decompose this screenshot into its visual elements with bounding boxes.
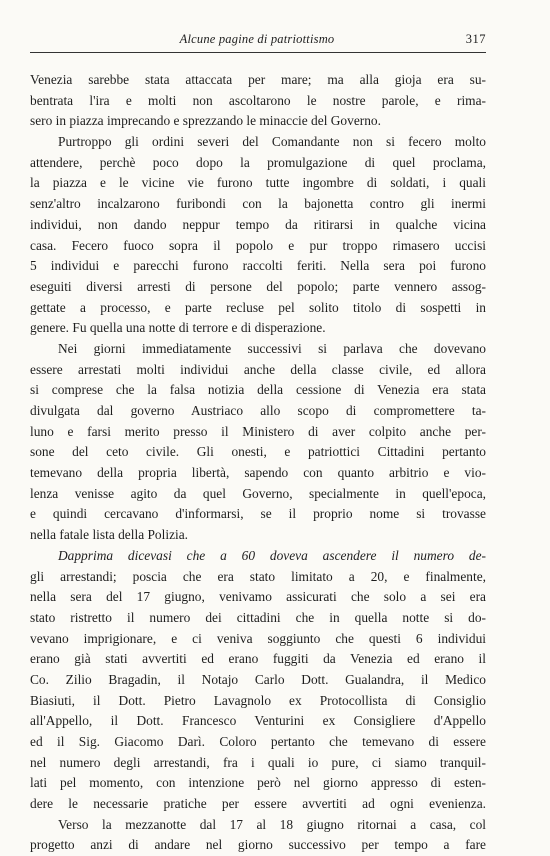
text-line: nel numero degli arrestandi, fra i quali io pure, ci siamo tranquil- [30, 754, 486, 770]
text-line: nella fatale lista della Polizia. [30, 527, 189, 543]
text-line: Co. Zilio Bragadin, il Notajo Carlo Dott. Gualandra, il Medico [30, 671, 486, 687]
text-line: Verso la mezzanotte dal 17 al 18 giugno ritornai a casa, col [58, 816, 486, 832]
text-line: sero in piazza imprecando e sprezzando le minaccie del Governo. [30, 113, 381, 129]
text-line: vevano imprigionare, e ci veniva soggiunto che questi 6 individui [30, 630, 486, 646]
text-line: lati pel momento, con intenzione però nel giorno appresso di esten- [30, 775, 486, 791]
text-line: la piazza e le vicine vie furono tutte ingombre di soldati, i quali [30, 175, 486, 191]
page-number: 317 [465, 32, 486, 46]
text-line: erano già stati avvertiti ed erano fuggiti da Venezia ed erano il [30, 651, 486, 667]
text-line: stato ristretto il numero dei cittadini che in quella notte si do- [30, 609, 486, 625]
text-line: luno e farsi merito presso il Ministero di aver colpito anche per- [30, 423, 486, 439]
text-line: progetto anzi di andare nel giorno successivo per tempo a fare [30, 837, 486, 853]
running-header [28, 32, 486, 48]
text-line: genere. Fu quella una notte di terrore e di disperazione. [30, 320, 326, 336]
text-line: senz'altro incalzarono furibondi con la bajonetta contro gli inermi [30, 196, 486, 212]
text-line: essere arrestati molti individui anche della classe civile, ed allora [30, 361, 486, 377]
text-line: divulgata dal governo Austriaco allo scopo di compromettere ta- [30, 403, 486, 418]
text-line: temevano della propria libertà, sapendo con quanto arbitrio e vio- [30, 465, 486, 481]
text-line: gettate a processo, e parte recluse pel solito titolo di sospetti in [30, 299, 486, 315]
text-line: ed il Sig. Giacomo Darì. Coloro pertanto che temevano di essere [30, 734, 486, 749]
text-line: attendere, perchè poco dopo la promulgazione di quel proclama, [30, 154, 486, 170]
text-line: nella sera del 17 giugno, venivamo assicurati che solo a sei era [30, 589, 486, 605]
text-line: lenza venisse agito da quel Governo, specialmente in quell'epoca, [30, 485, 486, 501]
text-line: Venezia sarebbe stata attaccata per mare; ma alla gioja era su- [30, 72, 486, 87]
body-text [30, 70, 486, 856]
text-line: dere le necessarie pratiche per essere avvertiti ad ogni evenienza. [30, 796, 486, 812]
text-line: 5 individui e parecchi furono raccolti feriti. Nella sera poi furono [30, 258, 486, 274]
text-line: Biasiuti, il Dott. Pietro Lavagnolo ex Protocollista di Consiglio [30, 692, 486, 708]
text-line: individui, non dando neppur tempo da ritirarsi in qualche vicina [30, 216, 486, 232]
text-line: sone del ceto civile. Gli onesti, e patriottici Cittadini pertanto [30, 444, 486, 460]
text-line: Nei giorni immediatamente successivi si parlava che dovevano [58, 340, 486, 356]
text-line: gli arrestandi; poscia che era stato limitato a 20, e finalmente, [30, 568, 486, 584]
text-line: e quindi cercavano d'informarsi, se il proprio nome si trovasse [30, 506, 486, 522]
text-line: casa. Fecero fuoco sopra il popolo e pur troppo rimasero uccisi [30, 237, 486, 253]
text-line: bentrata l'ira e molti non ascoltarono le nostre parole, e rima- [30, 92, 486, 108]
text-line: all'Appello, il Dott. Francesco Venturini ex Consigliere d'Appello [30, 713, 486, 729]
running-title: Alcune pagine di patriottismo [179, 32, 335, 46]
text-line: si comprese che la falsa notizia della cessione di Venezia era stata [30, 382, 486, 398]
text-line: eseguiti diversi arresti di persone del popolo; parte vennero assog- [30, 278, 486, 294]
header-rule [30, 52, 486, 53]
text-line: Dapprima dicevasi che a 60 doveva ascendere il numero de- [58, 547, 486, 563]
text-line: Purtroppo gli ordini severi del Comandante non si fecero molto [58, 134, 486, 150]
